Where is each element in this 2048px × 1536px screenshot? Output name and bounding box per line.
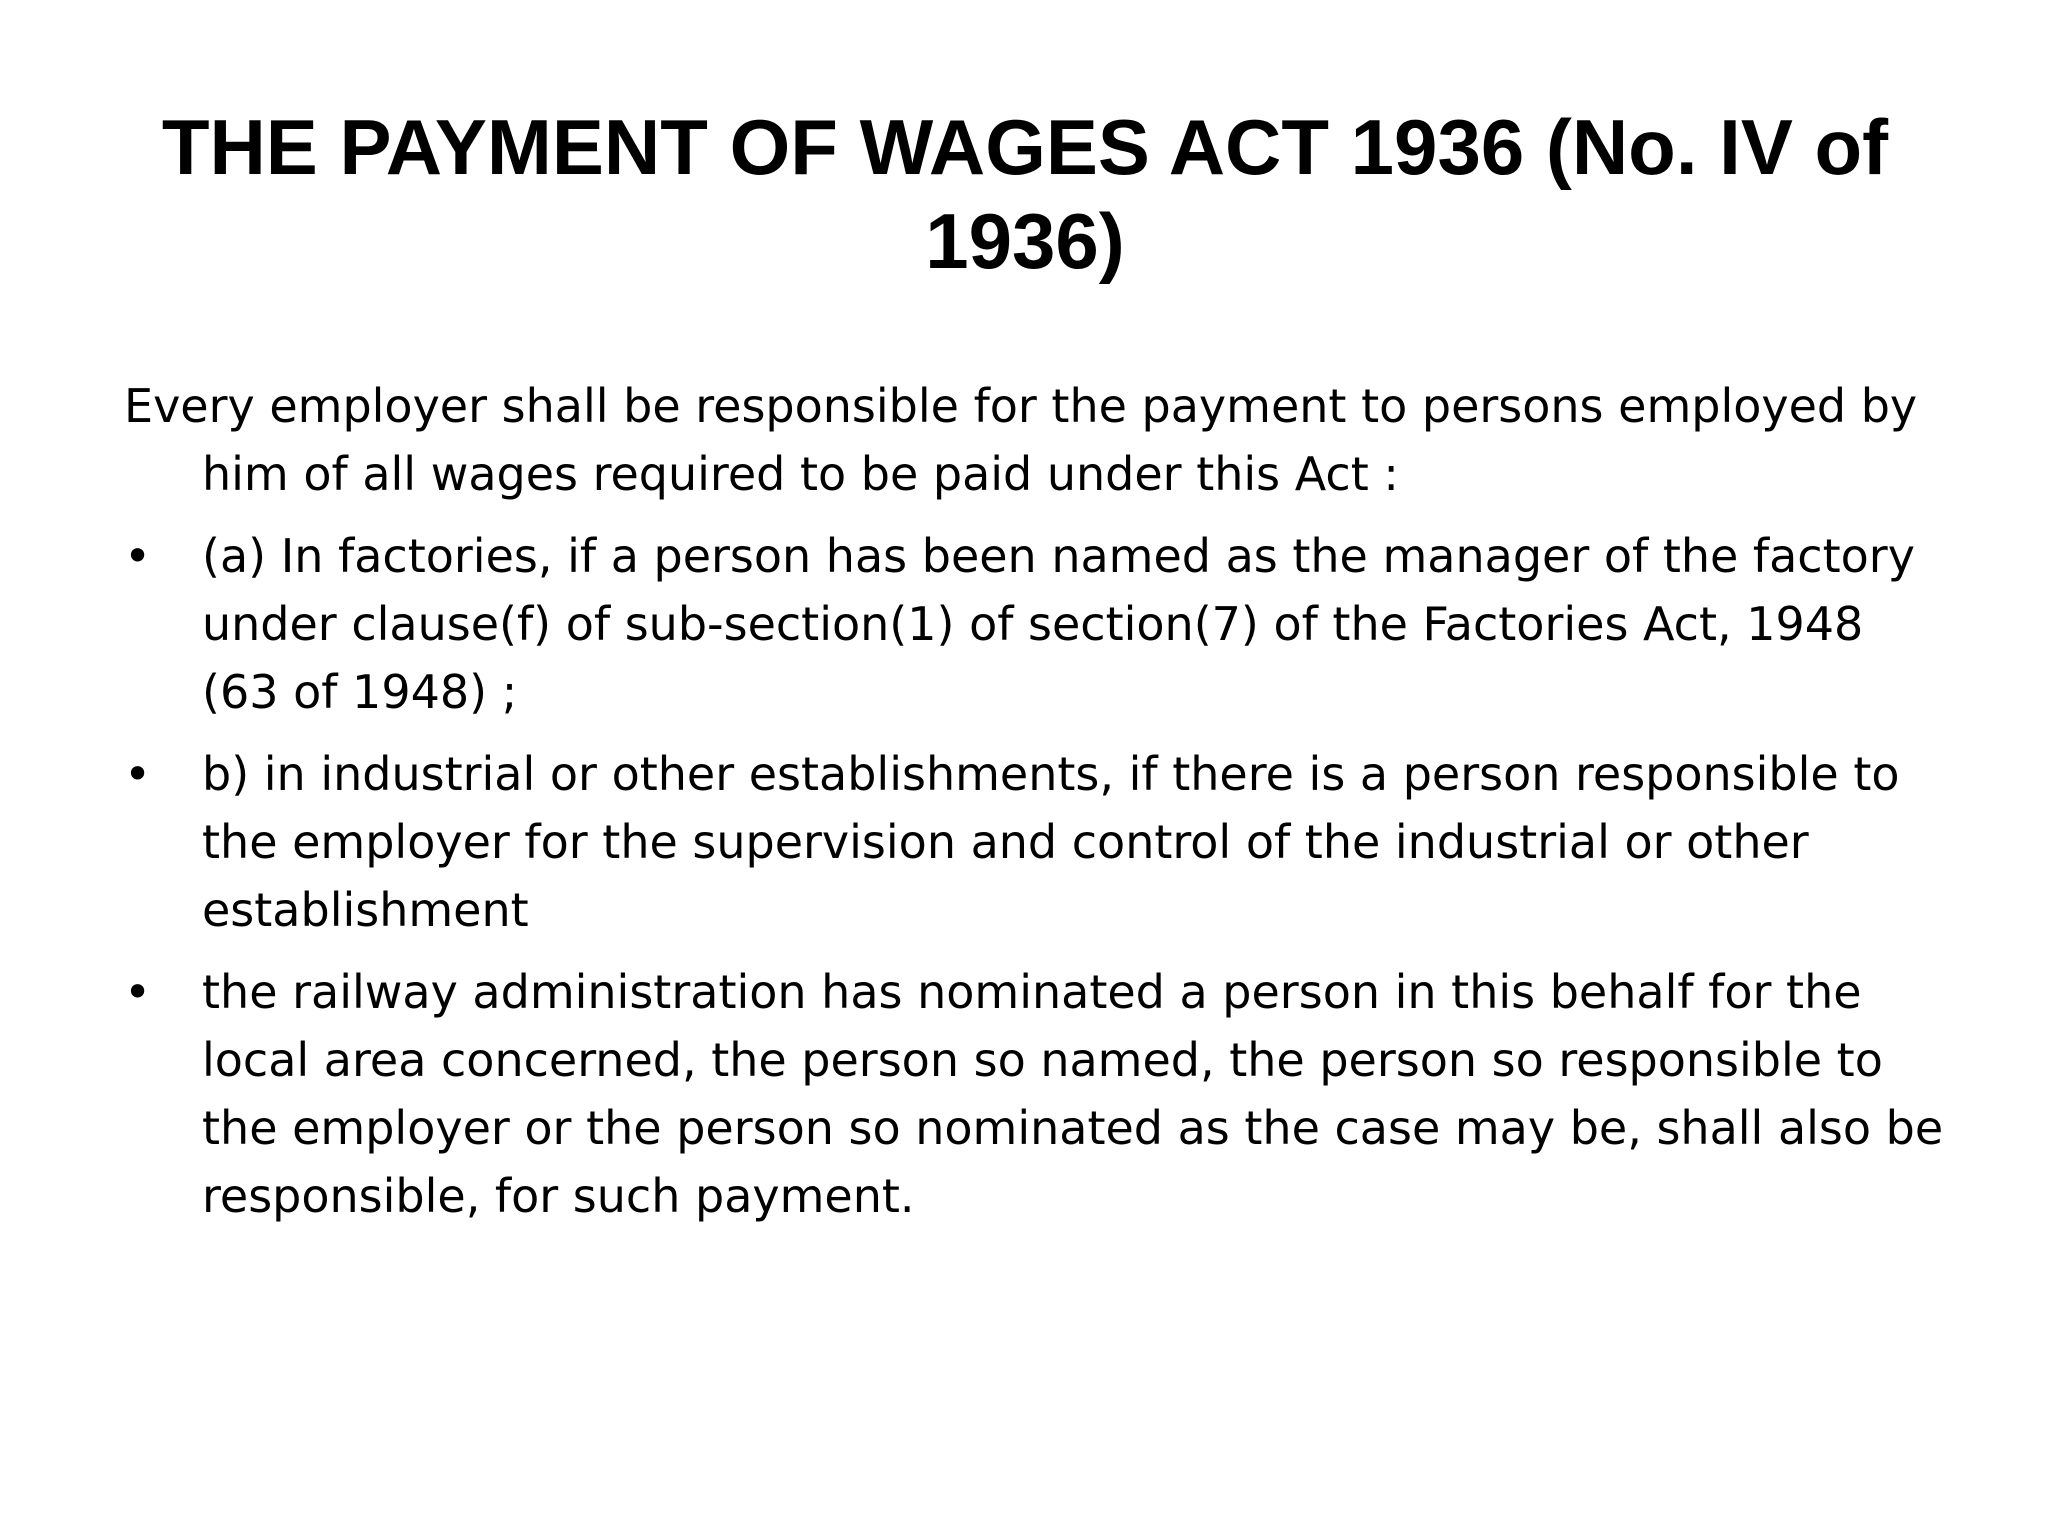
bullet-text: the railway administration has nominated a person in this behalf for the local area concerned, the person so named, the person so responsible to the employer or the person so nominated as the case may be, shall also be responsible, for such payment. bbox=[202, 965, 1944, 1223]
bullet-icon: • bbox=[124, 529, 152, 583]
bullet-icon: • bbox=[124, 965, 152, 1019]
bullet-item-establishments bbox=[124, 740, 1954, 944]
bullet-item-railway bbox=[124, 958, 1954, 1230]
slide-title: THE PAYMENT OF WAGES ACT 1936 (No. IV of 1936) bbox=[161, 103, 1889, 285]
slide-body bbox=[124, 372, 1954, 1244]
bullet-text: b) in industrial or other establishments, if there is a person responsible to the employer for the supervision and control of the industrial or other establishment bbox=[202, 747, 1900, 937]
bullet-text: (a) In factories, if a person has been named as the manager of the factory under clause(f) of sub-section(1) of section(7) of the Factories Act, 1948 (63 of 1948) ; bbox=[202, 529, 1915, 719]
bullet-item-factories bbox=[124, 522, 1954, 726]
intro-paragraph: Every employer shall be responsible for the payment to persons employed by him of all wages required to be paid under this Act : bbox=[124, 379, 1918, 501]
bullet-icon: • bbox=[124, 747, 152, 801]
bullet-list bbox=[124, 522, 1954, 1230]
